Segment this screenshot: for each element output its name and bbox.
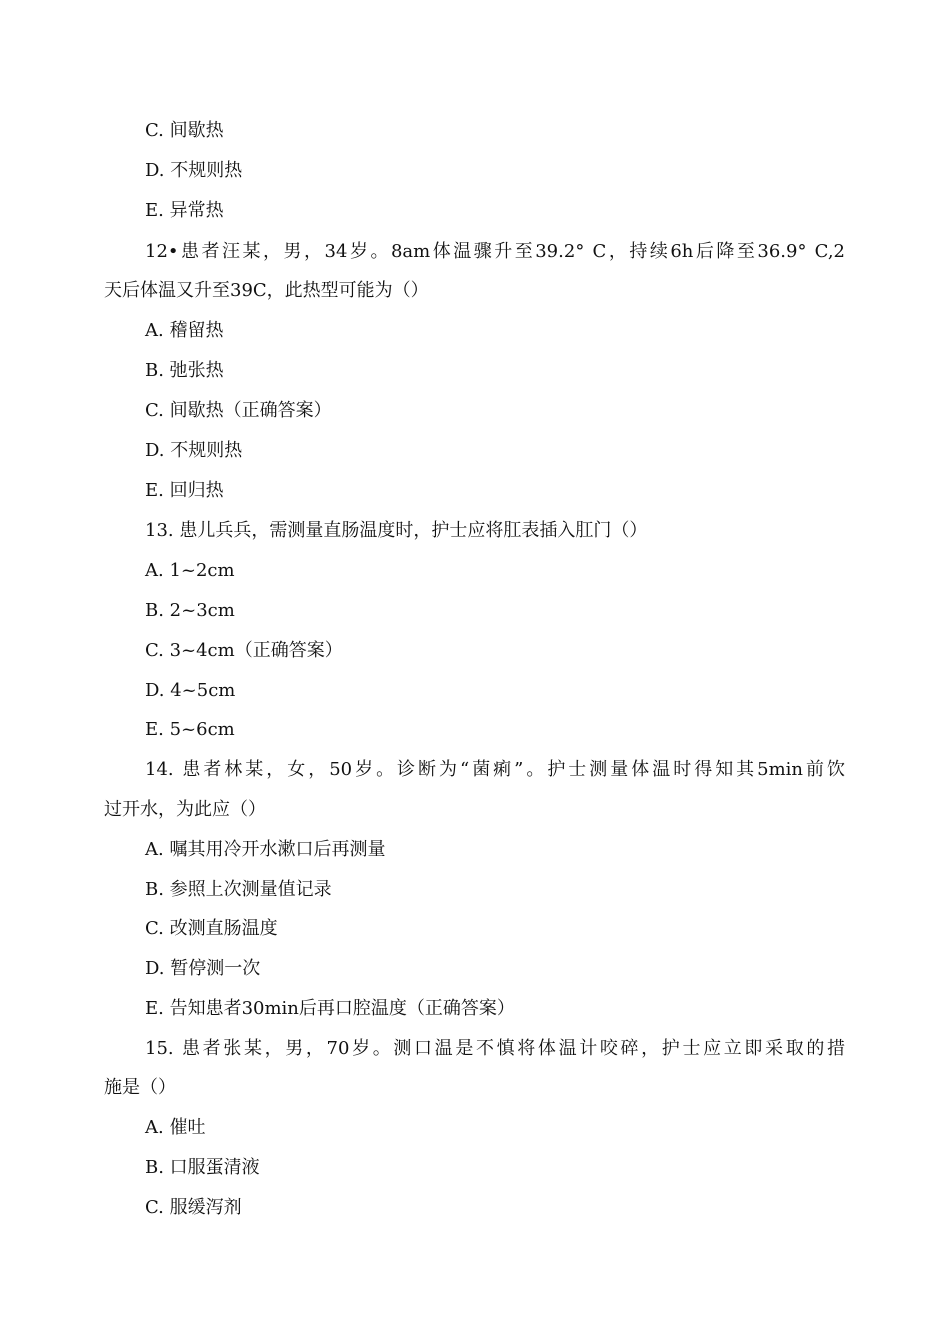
option-line: A. 嘱其用冷开水漱口后再测量 xyxy=(145,839,386,860)
question-15-line-1: 15. 患者张某，男，70岁。测口温是不慎将体温计咬碎，护士应立即采取的措 xyxy=(145,1038,845,1059)
question-13: 13. 患儿兵兵，需测量直肠温度时，护士应将肛表插入肛门（） xyxy=(145,520,648,541)
option-line: E. 异常热 xyxy=(145,200,224,221)
option-line: B. 参照上次测量值记录 xyxy=(145,879,332,900)
option-line: C. 服缓泻剂 xyxy=(145,1197,242,1218)
option-line: B. 口服蛋清液 xyxy=(145,1157,260,1178)
option-line: D. 暂停测一次 xyxy=(145,958,261,979)
option-line: B. 弛张热 xyxy=(145,360,224,381)
question-12-line-2: 天后体温又升至39C，此热型可能为（） xyxy=(104,280,429,301)
option-line: D. 不规则热 xyxy=(145,160,243,181)
option-line-correct: C. 3~4cm（正确答案） xyxy=(145,640,343,661)
option-line: A. 稽留热 xyxy=(145,320,224,341)
option-line: C. 改测直肠温度 xyxy=(145,918,278,939)
question-15-line-2: 施是（） xyxy=(104,1077,176,1098)
question-14-line-2: 过开水，为此应（） xyxy=(104,799,266,820)
option-line: E. 5~6cm xyxy=(145,719,235,740)
option-line-correct: C. 间歇热（正确答案） xyxy=(145,400,332,421)
option-line: D. 4~5cm xyxy=(145,680,236,701)
option-line: C. 间歇热 xyxy=(145,120,224,141)
question-14-line-1: 14. 患者林某，女，50岁。诊断为“菌痢”。护士测量体温时得知其5min前饮 xyxy=(145,759,845,780)
option-line: A. 1~2cm xyxy=(145,560,235,581)
option-line: D. 不规则热 xyxy=(145,440,243,461)
option-line: E. 回归热 xyxy=(145,480,224,501)
question-12-line-1: 12•患者汪某，男，34岁。8am体温骤升至39.2° C，持续6h后降至36.9° C,2 xyxy=(145,241,845,262)
option-line: B. 2~3cm xyxy=(145,600,235,621)
option-line: A. 催吐 xyxy=(145,1117,206,1138)
option-line-correct: E. 告知患者30min后再口腔温度（正确答案） xyxy=(145,998,515,1019)
